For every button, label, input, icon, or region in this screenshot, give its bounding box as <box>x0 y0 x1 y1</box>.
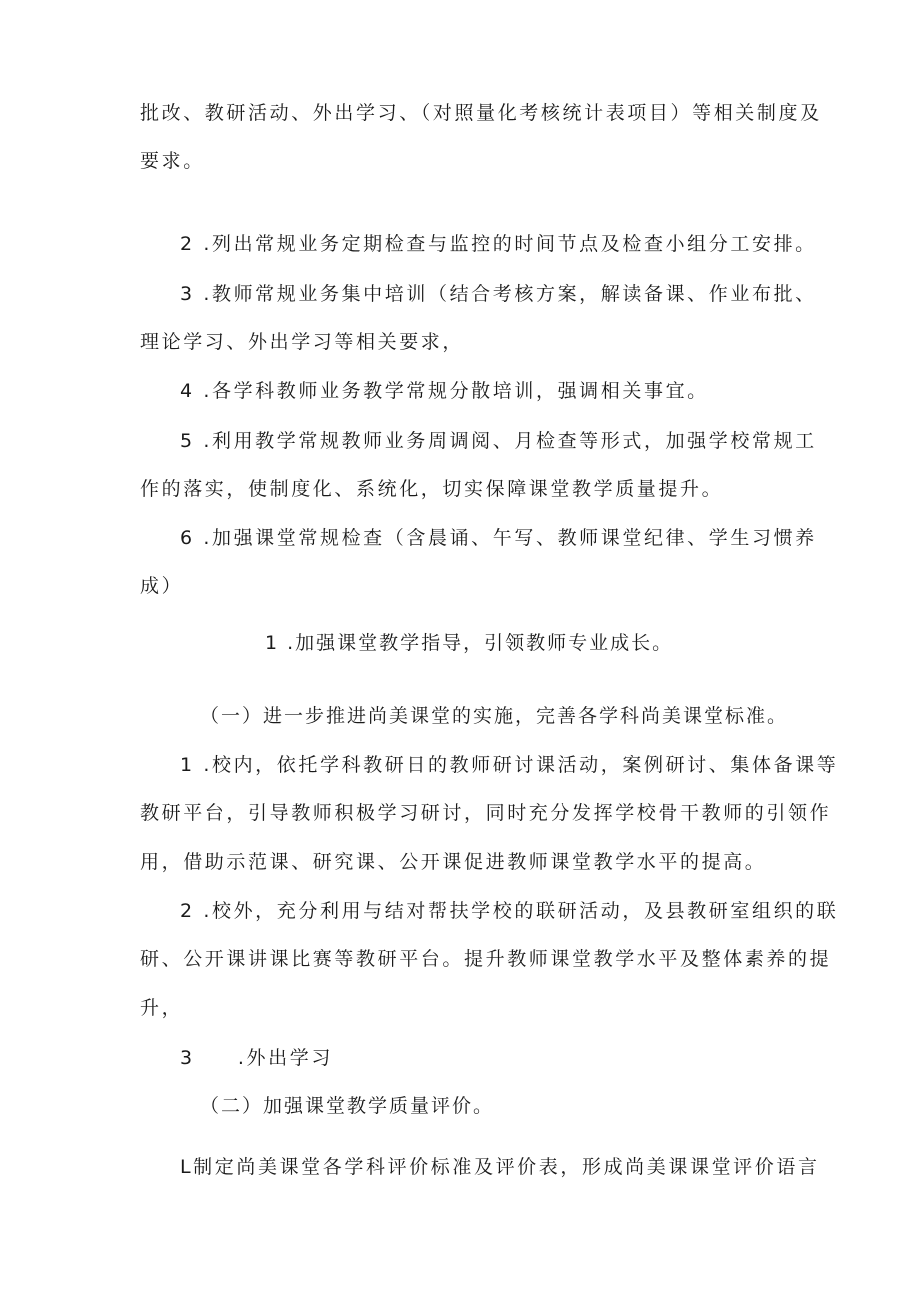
list-item-l: L制定尚美课堂各学科评价标准及评价表，形成尚美课课堂评价语言 <box>180 1156 820 1178</box>
section-heading: 1 .加强课堂教学指导，引领教师专业成长。 <box>265 632 674 654</box>
paragraph-line: 升， <box>140 997 184 1019</box>
list-item-3b: 3 .外出学习 <box>180 1047 333 1069</box>
paragraph-line: 成） <box>140 575 184 597</box>
paragraph-line: 作的落实，使制度化、系统化，切实保障课堂教学质量提升。 <box>140 478 724 500</box>
paragraph-line: 批改、教研活动、外出学习、（对照量化考核统计表项目）等相关制度及 <box>140 102 822 124</box>
list-item-5: 5 .利用教学常规教师业务周调阅、月检查等形式，加强学校常规工 <box>180 430 817 452</box>
paragraph-line: 教研平台，引导教师积极学习研讨，同时充分发挥学校骨干教师的引领作 <box>140 802 832 824</box>
paragraph-line: 研、公开课讲课比赛等教研平台。提升教师课堂教学水平及整体素养的提 <box>140 948 832 970</box>
paragraph-line: 理论学习、外出学习等相关要求， <box>140 331 465 353</box>
list-item-2: 2 .列出常规业务定期检查与监控的时间节点及检查小组分工安排。 <box>180 233 817 255</box>
list-item-4: 4 .各学科教师业务教学常规分散培训，强调相关事宜。 <box>180 380 709 402</box>
list-item-1: 1 .校内，依托学科教研日的教师研讨课活动，案例研讨、集体备课等 <box>180 754 839 776</box>
list-item-2b: 2 .校外，充分利用与结对帮扶学校的联研活动，及县教研室组织的联 <box>180 900 839 922</box>
list-item-6: 6 .加强课堂常规检查（含晨诵、午写、教师课堂纪律、学生习惯养 <box>180 527 817 549</box>
list-item-3: 3 .教师常规业务集中培训（结合考核方案，解读备课、作业布批、 <box>180 283 817 305</box>
paragraph-line: 用，借助示范课、研究课、公开课促进教师课堂教学水平的提高。 <box>140 851 767 873</box>
paragraph-line: 要求。 <box>140 150 205 172</box>
subsection-heading-1: （一）进一步推进尚美课堂的实施，完善各学科尚美课堂标准。 <box>200 705 789 727</box>
subsection-heading-2: （二）加强课堂教学质量评价。 <box>200 1095 495 1117</box>
